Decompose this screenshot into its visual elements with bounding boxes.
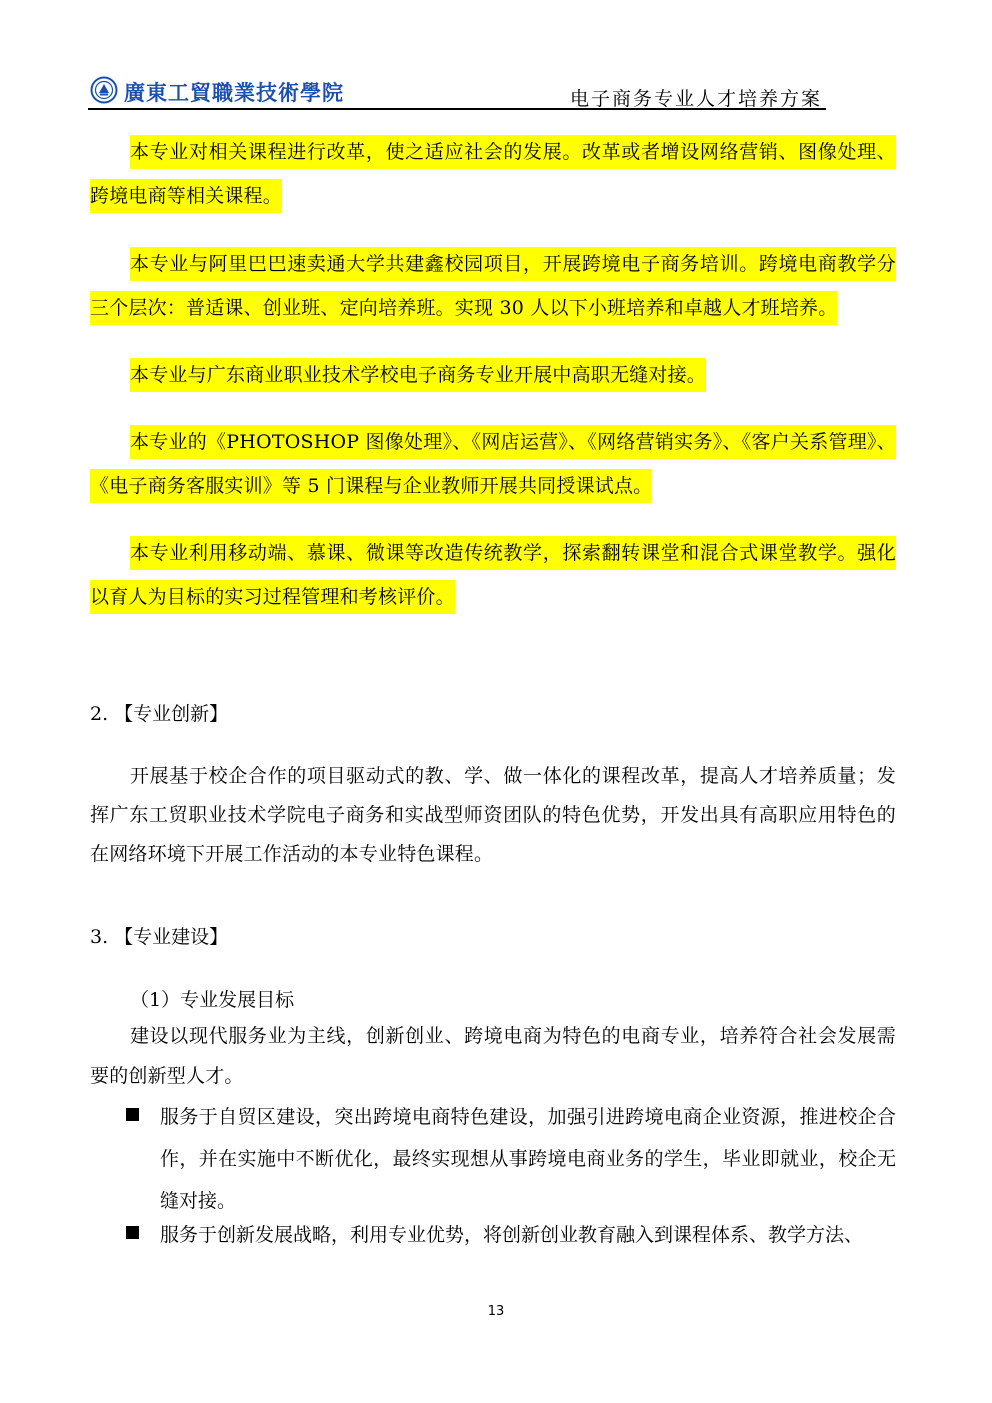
highlighted-text: 本专业与阿里巴巴速卖通大学共建鑫校园项目，开展跨境电子商务培训。跨境电商教学分三个层次：普适课、创业班、定向培养班。实现 30 人以下小班培养和卓越人才班培养。 (90, 247, 896, 325)
body-paragraph-innovation: 开展基于校企合作的项目驱动式的教、学、做一体化的课程改革，提高人才培养质量；发挥广东工贸职业技术学院电子商务和实战型师资团队的特色优势，开发出具有高职应用特色的在网络环境下开展工作活动的本专业特色课程。 (90, 765, 896, 865)
section-heading-innovation: 2. 【专业创新】 (90, 703, 229, 725)
document-title: 电子商务专业人才培养方案 (569, 88, 822, 110)
highlighted-text: 本专业对相关课程进行改革，使之适应社会的发展。改革或者增设网络营销、图像处理、跨境电商等相关课程。 (90, 135, 896, 213)
highlighted-paragraph (90, 242, 896, 330)
header-divider (88, 108, 826, 110)
page-number: 13 (487, 1304, 505, 1319)
highlighted-text: 本专业与广东商业职业技术学校电子商务专业开展中高职无缝对接。 (130, 358, 706, 392)
highlighted-text: 本专业利用移动端、慕课、微课等改造传统教学，探索翻转课堂和混合式课堂教学。强化以育人为目标的实习过程管理和考核评价。 (90, 536, 896, 614)
bullet-item (126, 1096, 896, 1222)
subsection-heading-goals: （1）专业发展目标 (130, 989, 295, 1011)
bullet-text: 服务于自贸区建设，突出跨境电商特色建设，加强引进跨境电商企业资源，推进校企合作，并在实施中不断优化，最终实现想从事跨境电商业务的学生，毕业即就业，校企无缝对接。 (160, 1106, 896, 1212)
bullet-square-icon (126, 1108, 139, 1121)
highlighted-paragraph (90, 420, 896, 508)
section-heading-construction: 3. 【专业建设】 (90, 926, 229, 948)
school-emblem-icon (90, 76, 118, 104)
bullet-text: 服务于创新发展战略，利用专业优势，将创新创业教育融入到课程体系、教学方法、 (160, 1224, 864, 1246)
highlighted-paragraph (90, 353, 896, 397)
highlighted-text: 本专业的《PHOTOSHOP 图像处理》、《网店运营》、《网络营销实务》、《客户关系管理》、《电子商务客服实训》等 5 门课程与企业教师开展共同授课试点。 (90, 425, 896, 503)
body-paragraph-goals: 建设以现代服务业为主线，创新创业、跨境电商为特色的电商专业，培养符合社会发展需要的创新型人才。 (90, 1025, 896, 1087)
school-name-logo: 廣東工貿職業技術學院 (124, 80, 344, 105)
highlighted-paragraph (90, 531, 896, 619)
page-header (88, 70, 826, 110)
bullet-square-icon (126, 1226, 139, 1239)
highlighted-paragraph (90, 130, 896, 218)
bullet-item (126, 1214, 896, 1256)
